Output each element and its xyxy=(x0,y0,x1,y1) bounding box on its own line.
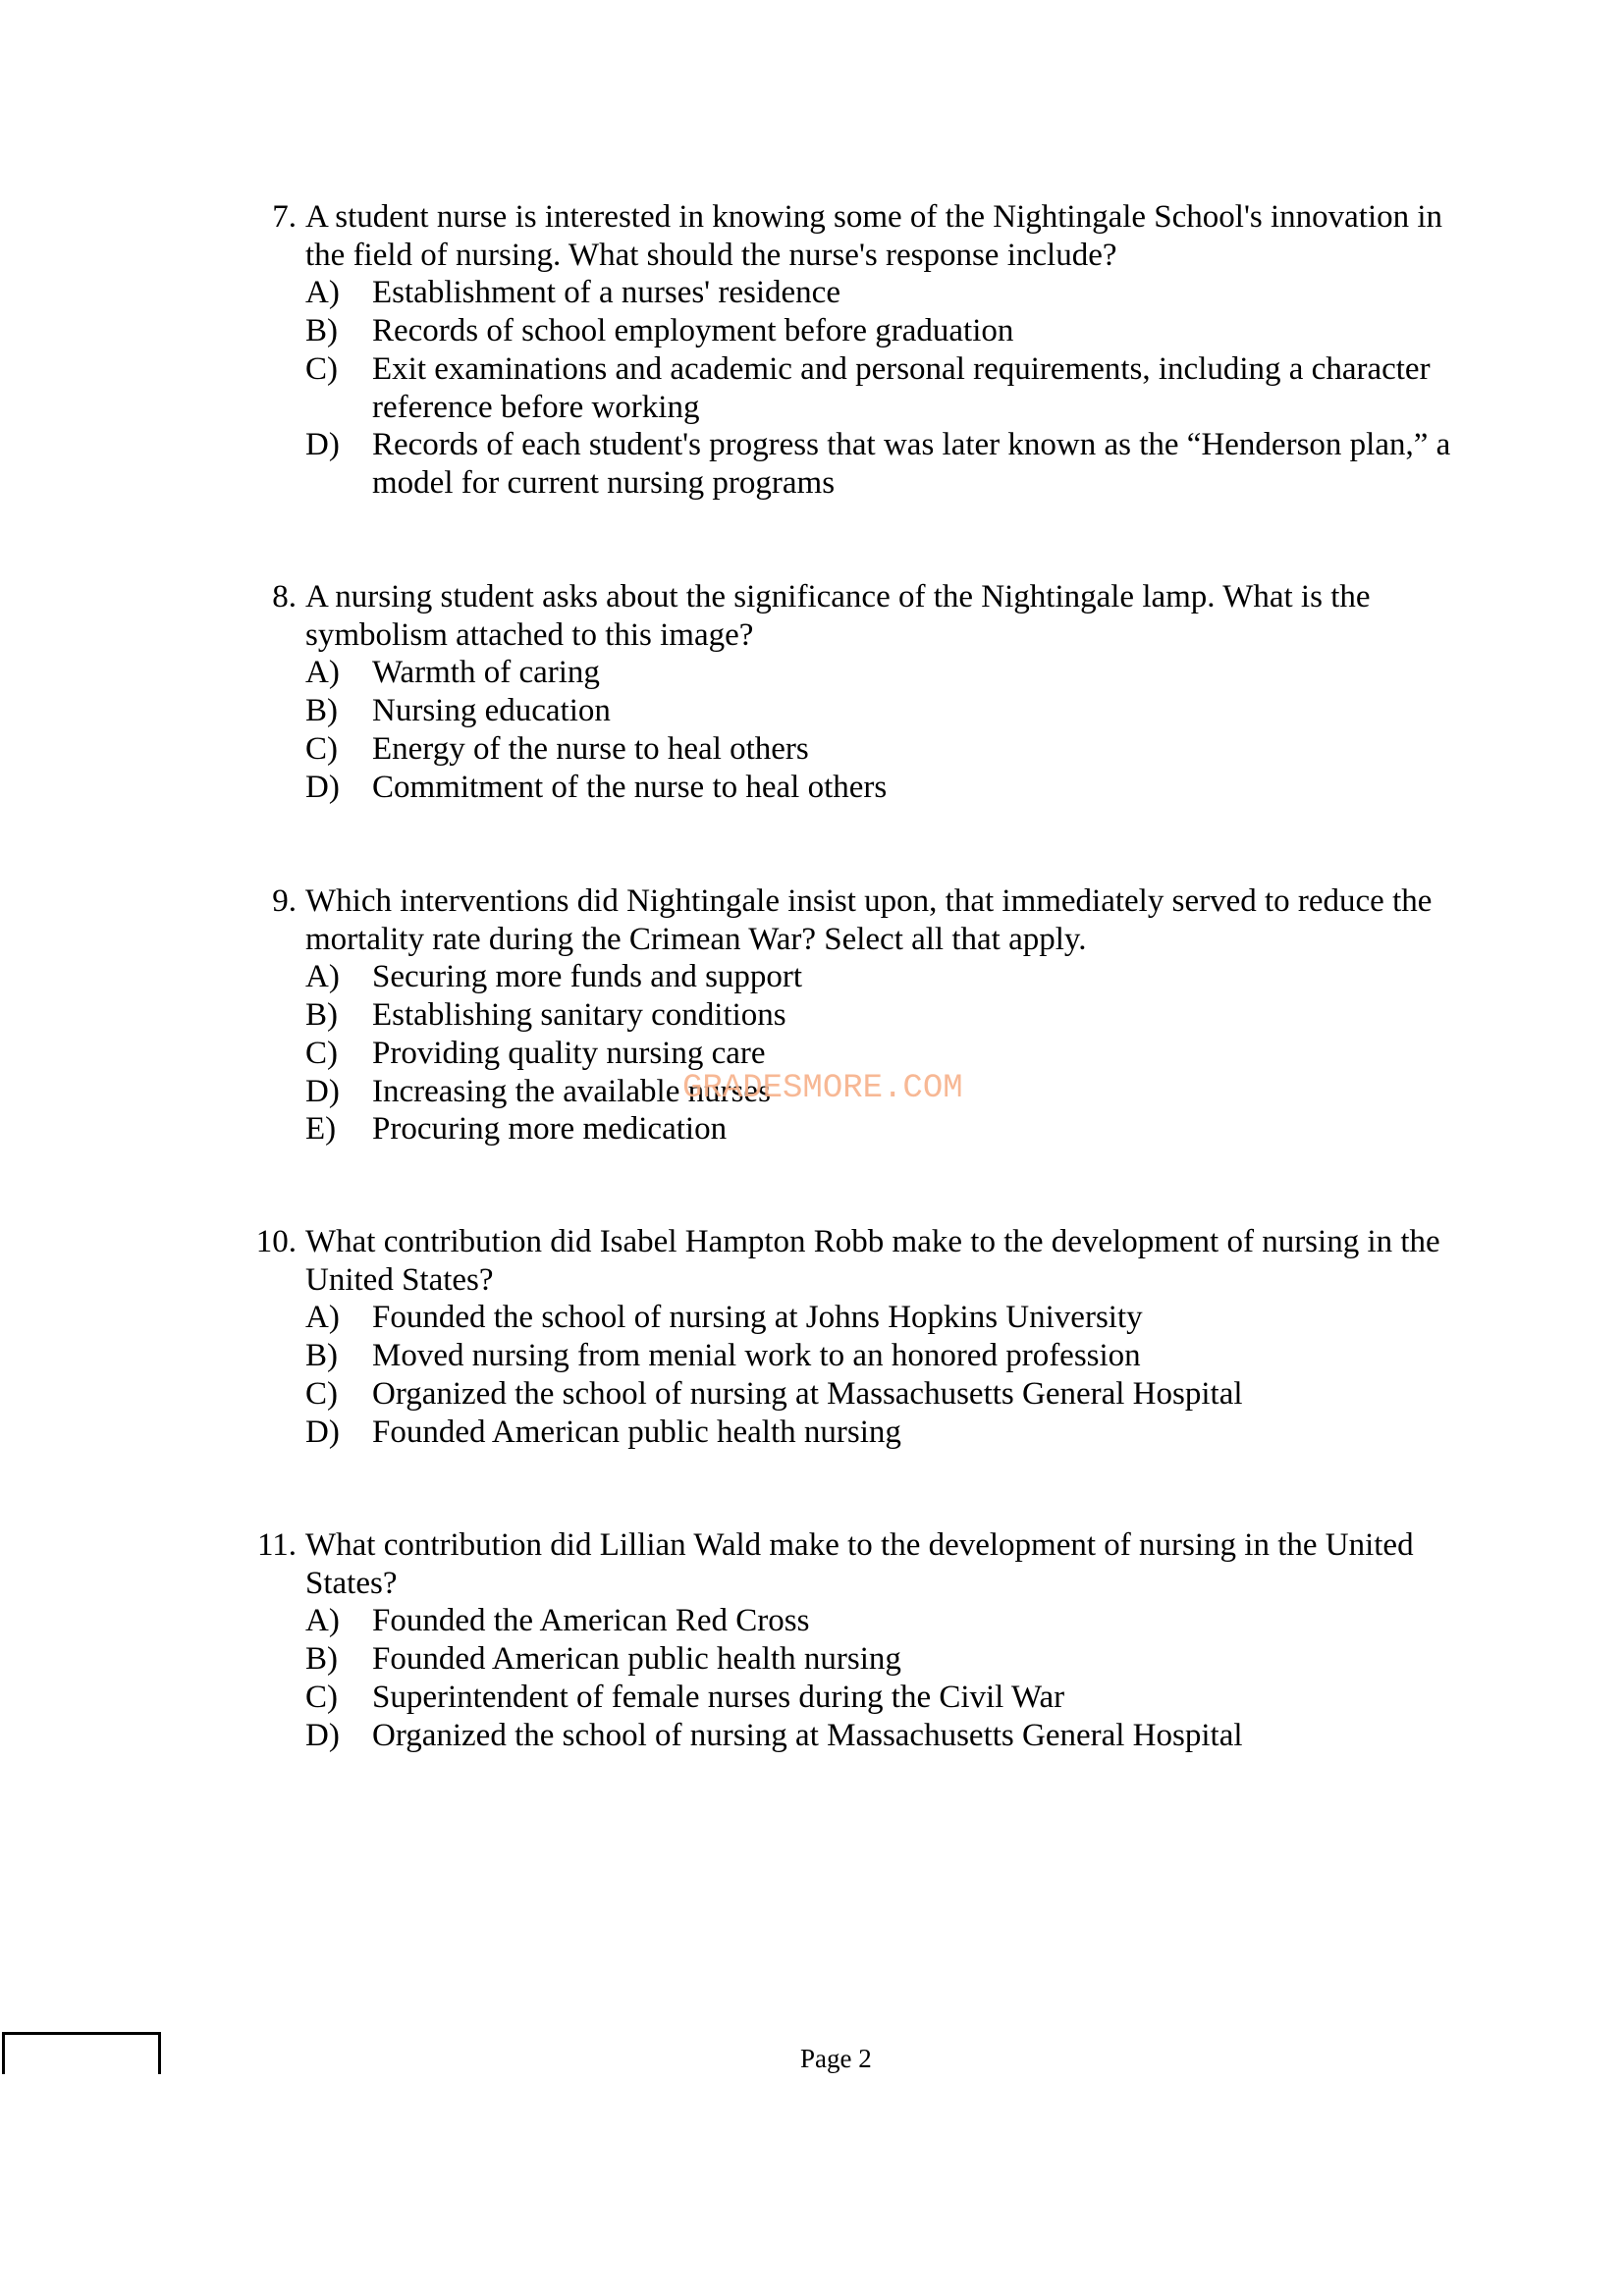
option-letter: A) xyxy=(305,1300,340,1336)
answer-option xyxy=(236,1679,1483,1717)
answer-option xyxy=(236,1035,1483,1073)
option-text: Exit examinations and academic and personal requirements, including a character reference before working xyxy=(372,350,1431,425)
question-number: 9. xyxy=(272,883,297,919)
answer-option xyxy=(236,1602,1483,1640)
answer-option xyxy=(236,1110,1483,1148)
option-letter: B) xyxy=(305,693,338,729)
question-text: A student nurse is interested in knowing some of the Nightingale School's innovation in the field of nursing. What should the nurse's response include? xyxy=(305,199,1443,273)
answer-option xyxy=(236,996,1483,1035)
question xyxy=(236,1526,1483,1754)
option-text: Organized the school of nursing at Massachusetts General Hospital xyxy=(372,1717,1243,1753)
option-text: Records of each student's progress that was later known as the “Henderson plan,” a model for current nursing programs xyxy=(372,427,1451,501)
answer-option xyxy=(236,312,1483,350)
answer-option xyxy=(236,958,1483,996)
option-letter: A) xyxy=(305,275,340,311)
question-number: 8. xyxy=(272,579,297,614)
watermark: GRADESMORE.COM xyxy=(682,1070,963,1107)
option-text: Commitment of the nurse to heal others xyxy=(372,769,888,805)
option-text: Organized the school of nursing at Massachusetts General Hospital xyxy=(372,1375,1243,1412)
answer-option xyxy=(236,1414,1483,1452)
option-letter: C) xyxy=(305,1375,338,1412)
option-text: Procuring more medication xyxy=(372,1111,728,1148)
option-letter: D) xyxy=(305,1717,340,1753)
question-stem xyxy=(236,882,1483,958)
option-letter: C) xyxy=(305,1679,338,1715)
question-stem xyxy=(236,578,1483,654)
question xyxy=(236,1223,1483,1451)
option-letter: D) xyxy=(305,427,340,463)
question xyxy=(236,882,1483,1148)
footer-box xyxy=(2,2032,161,2074)
option-text: Records of school employment before graduation xyxy=(372,313,1014,349)
option-text: Founded American public health nursing xyxy=(372,1641,901,1678)
option-text: Founded American public health nursing xyxy=(372,1414,901,1450)
option-letter: A) xyxy=(305,959,340,995)
question-text: Which interventions did Nightingale insist upon, that immediately served to reduce the mortality rate during the Crimean War? Select all that apply. xyxy=(305,883,1433,957)
answer-option xyxy=(236,350,1483,426)
option-text: Establishing sanitary conditions xyxy=(372,997,786,1034)
option-letter: C) xyxy=(305,350,338,387)
option-text: Founded the American Red Cross xyxy=(372,1603,810,1639)
option-letter: D) xyxy=(305,1414,340,1450)
answer-option xyxy=(236,274,1483,312)
question-text: What contribution did Lillian Wald make to the development of nursing in the United States? xyxy=(305,1527,1414,1601)
question-number: 7. xyxy=(272,199,297,235)
answer-option xyxy=(236,1375,1483,1414)
option-letter: B) xyxy=(305,997,338,1034)
option-letter: E) xyxy=(305,1111,337,1148)
option-letter: B) xyxy=(305,1641,338,1678)
option-text: Energy of the nurse to heal others xyxy=(372,730,809,767)
option-letter: D) xyxy=(305,1073,340,1109)
question-number: 11. xyxy=(256,1527,297,1563)
option-letter: B) xyxy=(305,1338,338,1374)
question-stem xyxy=(236,1223,1483,1299)
option-letter: B) xyxy=(305,313,338,349)
question-text: A nursing student asks about the significance of the Nightingale lamp. What is the symbolism attached to this image? xyxy=(305,579,1371,653)
question-stem xyxy=(236,1526,1483,1602)
answer-option xyxy=(236,730,1483,769)
question xyxy=(236,198,1483,503)
option-text: Moved nursing from menial work to an honored profession xyxy=(372,1338,1141,1374)
answer-option xyxy=(236,1717,1483,1755)
answer-option xyxy=(236,769,1483,807)
option-letter: C) xyxy=(305,730,338,767)
option-text: Warmth of caring xyxy=(372,655,600,691)
option-text: Establishment of a nurses' residence xyxy=(372,275,840,311)
answer-option xyxy=(236,1640,1483,1679)
option-text: Increasing the available nurses xyxy=(372,1073,771,1109)
answer-option xyxy=(236,654,1483,692)
answer-option xyxy=(236,1299,1483,1337)
answer-option xyxy=(236,426,1483,502)
option-letter: D) xyxy=(305,769,340,805)
option-letter: A) xyxy=(305,1603,340,1639)
option-text: Securing more funds and support xyxy=(372,959,803,995)
option-letter: A) xyxy=(305,655,340,691)
question-text: What contribution did Isabel Hampton Robb make to the development of nursing in the United States? xyxy=(305,1224,1440,1298)
answer-option xyxy=(236,1337,1483,1375)
option-text: Nursing education xyxy=(372,693,611,729)
option-text: Founded the school of nursing at Johns Hopkins University xyxy=(372,1300,1143,1336)
option-letter: C) xyxy=(305,1035,338,1071)
answer-option xyxy=(236,692,1483,730)
page-number: Page 2 xyxy=(800,2044,872,2073)
option-text: Superintendent of female nurses during the Civil War xyxy=(372,1679,1065,1715)
question-stem xyxy=(236,198,1483,274)
question xyxy=(236,578,1483,806)
question-number: 10. xyxy=(255,1224,297,1259)
option-text: Providing quality nursing care xyxy=(372,1035,766,1071)
